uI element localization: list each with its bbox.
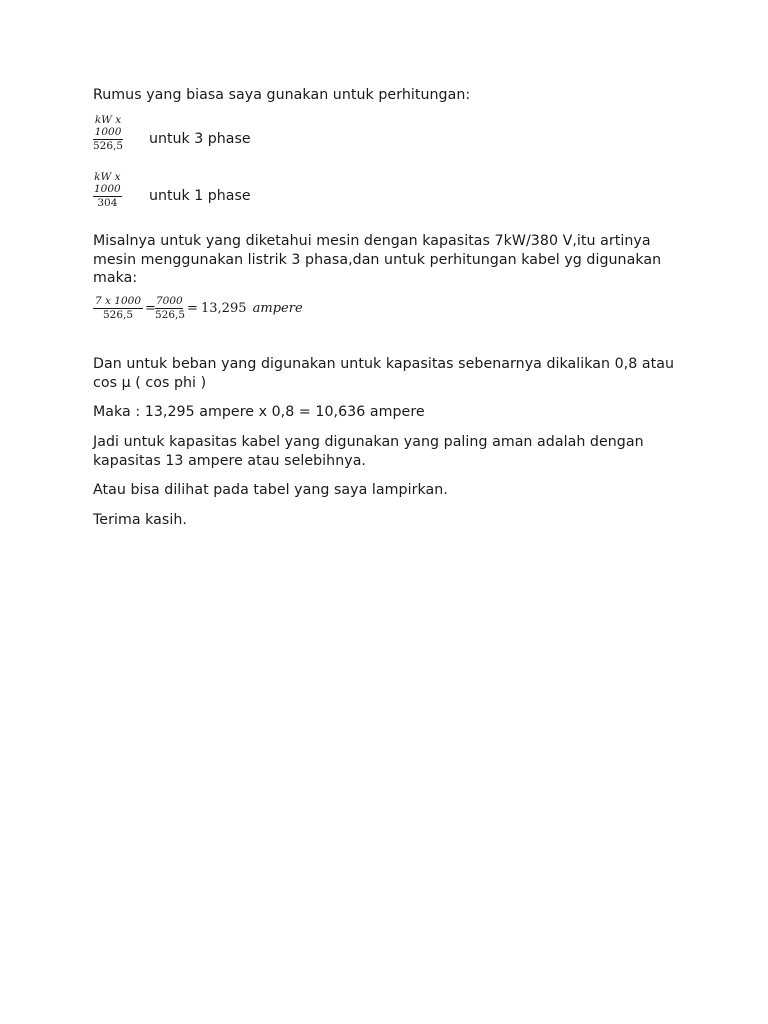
formula-3phase-fraction [93, 114, 123, 153]
conclusion-line-1: Jadi untuk kapasitas kabel yang digunakan yang paling aman adalah dengan [93, 434, 644, 450]
calc-result-unit: ampere [252, 301, 303, 316]
maka-line: Maka : 13,295 ampere x 0,8 = 10,636 ampere [93, 404, 425, 420]
closing-line: Terima kasih. [93, 512, 187, 528]
equals-sign: = [187, 301, 198, 316]
calc-fraction-1-denominator: 526,5 [102, 309, 134, 321]
load-line-1: Dan untuk beban yang digunakan untuk kapasitas sebenarnya dikalikan 0,8 atau [93, 356, 675, 372]
formula-1phase-numerator: kW x 1000 [94, 171, 121, 195]
formula-3phase-denominator: 526,5 [93, 140, 124, 152]
load-line-2: cos µ ( cos phi ) [93, 374, 207, 391]
example-line-2: mesin menggunakan listrik 3 phasa,dan untuk perhitungan kabel yg digunakan [93, 251, 662, 268]
equals-sign: = [145, 301, 156, 316]
formula-3phase-label: untuk 3 phase [149, 131, 251, 147]
calc-fraction-2-numerator: 7000 [156, 295, 183, 307]
calc-result-value: 13,295 [201, 301, 247, 316]
calc-fraction-2 [155, 295, 186, 322]
example-line-1: Misalnya untuk yang diketahui mesin dengan kapasitas 7kW/380 V,itu artinya [93, 233, 651, 249]
conclusion-line-2: kapasitas 13 ampere atau selebihnya. [93, 452, 366, 469]
formula-1phase-fraction [93, 171, 122, 210]
formula-3phase-numerator: kW x 1000 [94, 114, 122, 138]
calc-fraction-1-numerator: 7 x 1000 [95, 295, 141, 307]
calc-result [201, 301, 303, 317]
calc-fraction-1 [93, 295, 143, 322]
formula-1phase-denominator: 304 [97, 197, 118, 209]
intro-paragraph: Rumus yang biasa saya gunakan untuk perhitungan: [93, 87, 471, 103]
table-note: Atau bisa dilihat pada tabel yang saya lampirkan. [93, 482, 448, 498]
example-line-3: maka: [93, 270, 138, 287]
formula-1phase-label: untuk 1 phase [149, 188, 251, 204]
calc-fraction-2-denominator: 526,5 [155, 309, 186, 321]
calculation-equation [93, 295, 413, 325]
